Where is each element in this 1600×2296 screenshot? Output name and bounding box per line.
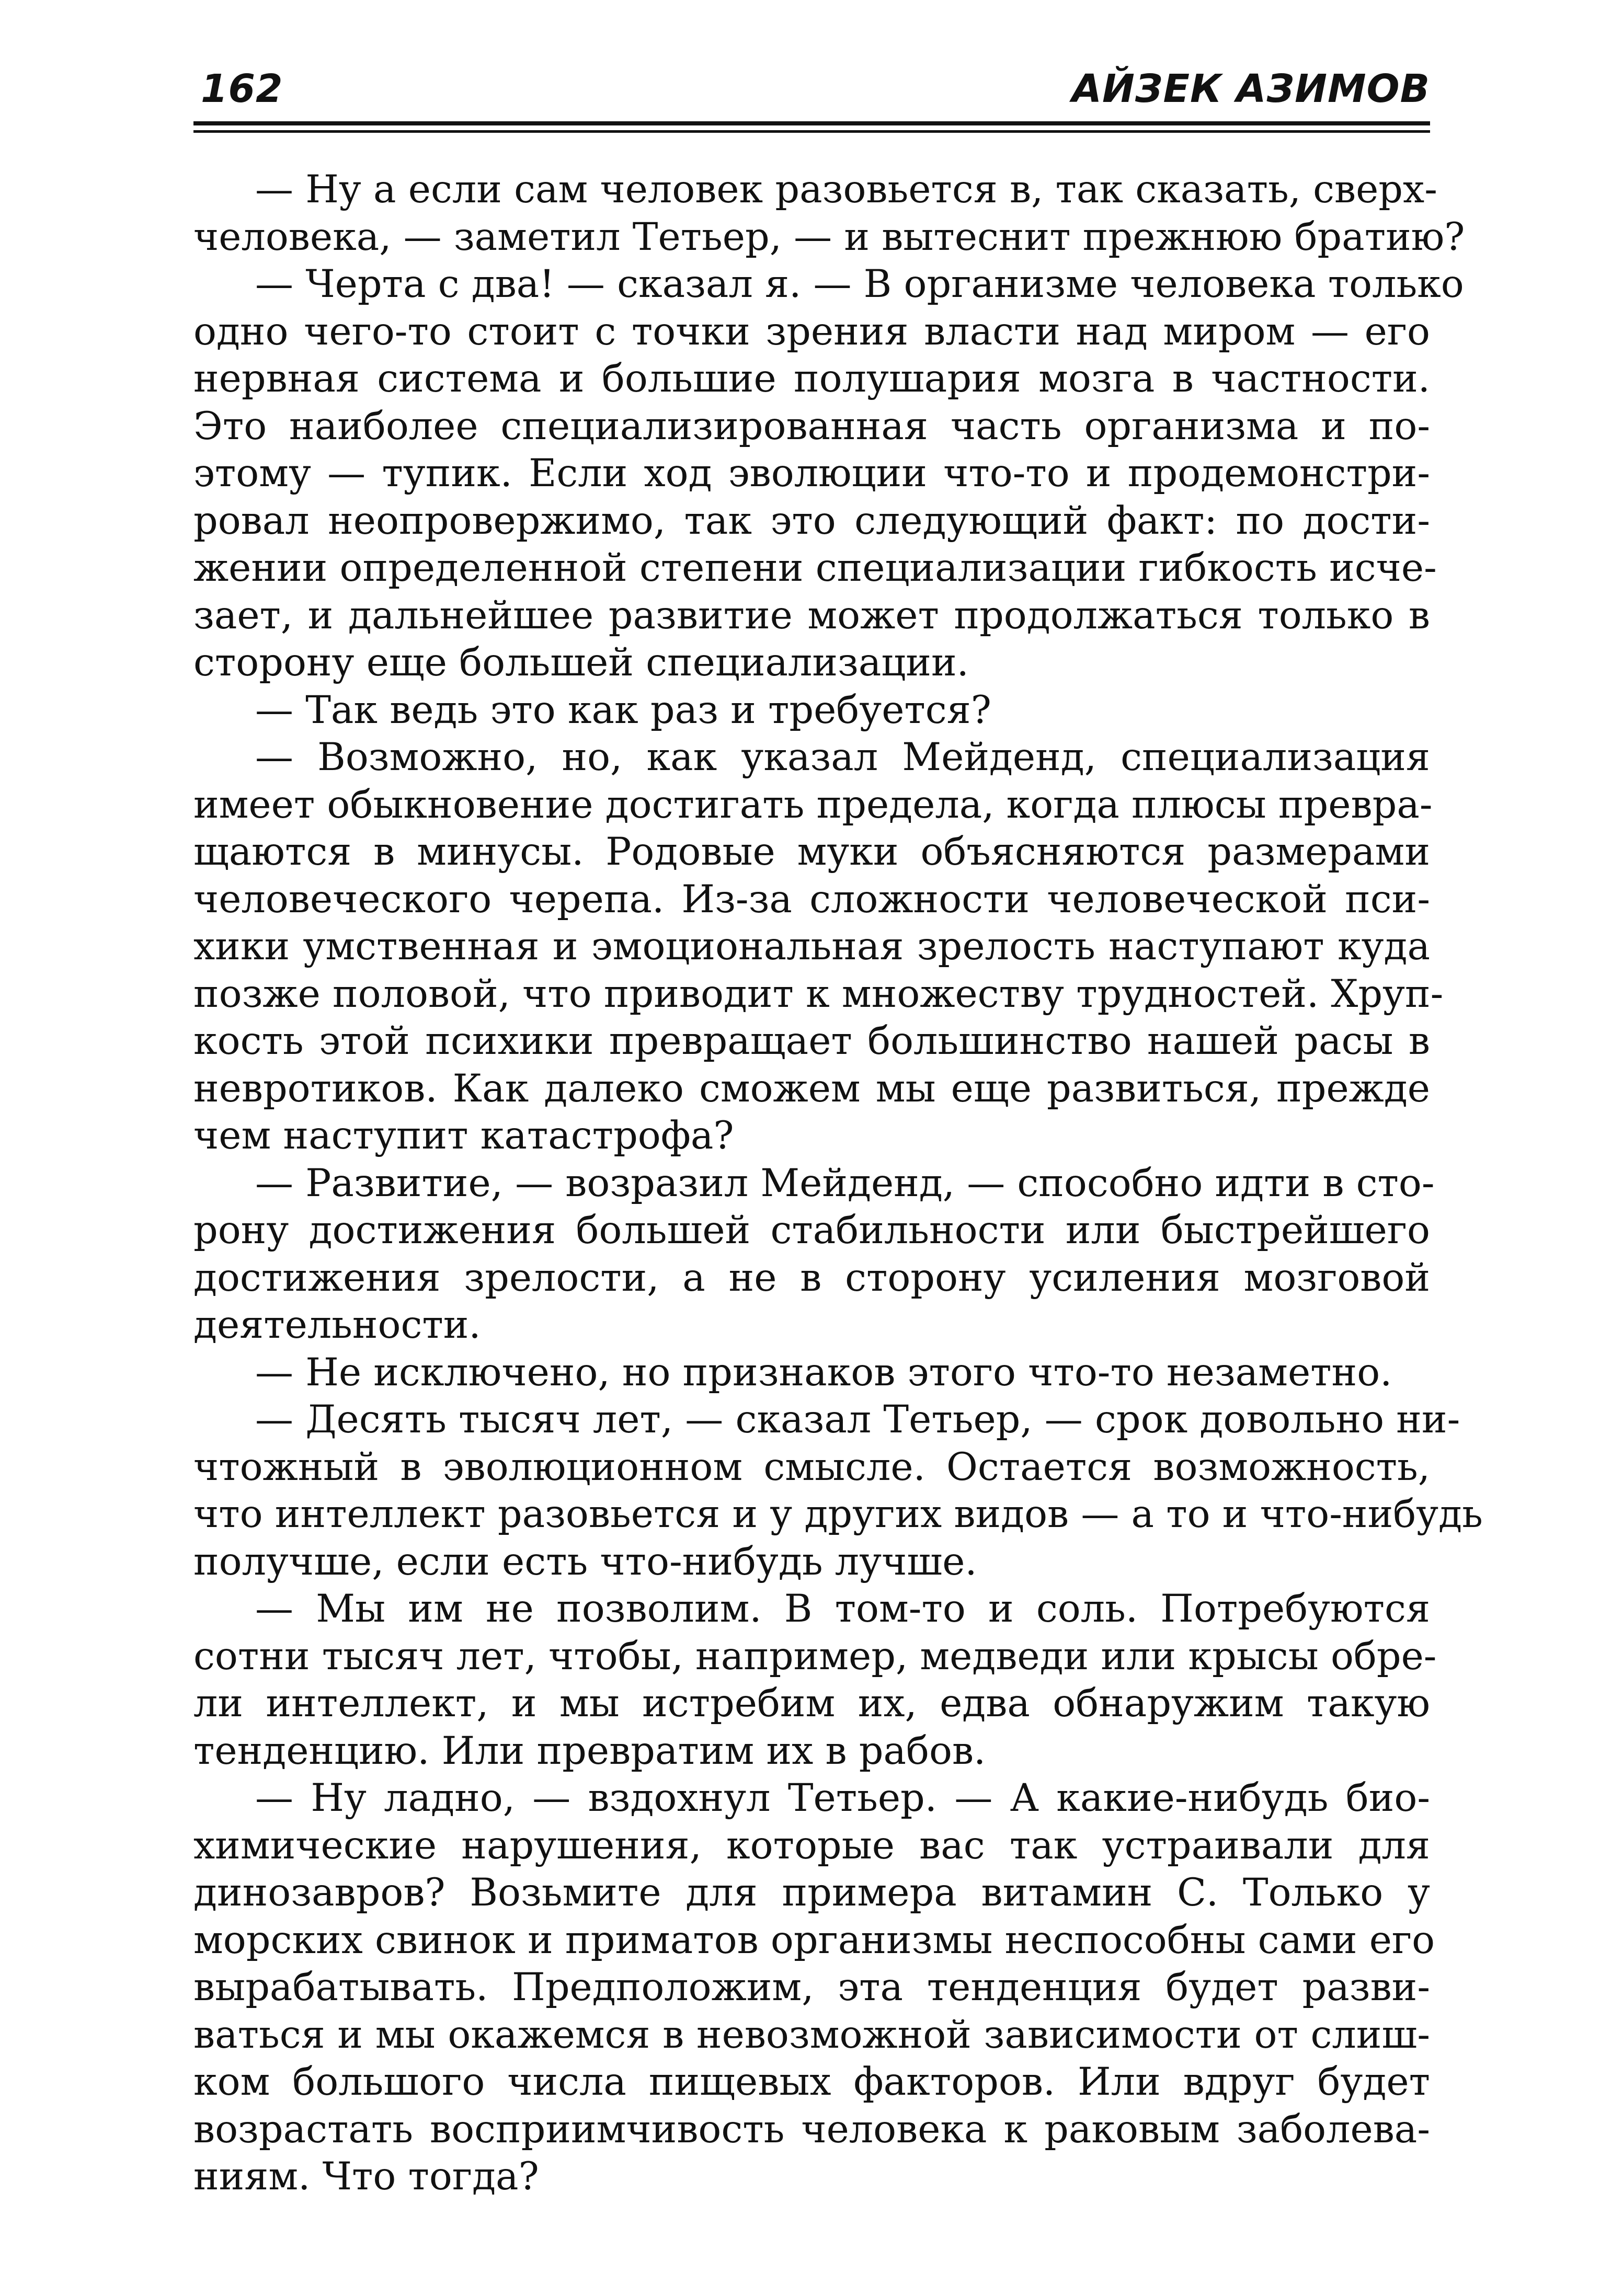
text-line: получше, если есть что-нибудь лучше. (193, 1539, 977, 1584)
text-line: нервная система и большие полушария мозга в частности. (193, 357, 1430, 401)
text-line: чем наступит катастрофа? (193, 1113, 734, 1158)
body-text (193, 166, 1483, 2199)
text-line: ком большого числа пищевых факторов. Или вдруг будет (193, 2060, 1430, 2104)
text-line: этому — тупик. Если ход эволюции что-то и продемонстри- (193, 451, 1430, 496)
text-line: сотни тысяч лет, чтобы, например, медведи или крысы обре- (193, 1634, 1437, 1679)
text-line: ровал неопровержимо, так это следующий факт: по дости- (193, 498, 1430, 543)
text-line: вырабатывать. Предположим, эта тенденция будет разви- (193, 1965, 1430, 2010)
text-line: позже половой, что приводит к множеству трудностей. Хруп- (193, 971, 1444, 1016)
text-line: щаются в минусы. Родовые муки объясняются размерами (193, 830, 1430, 874)
running-title: АЙЗЕК АЗИМОВ (1071, 66, 1430, 111)
page-number: 162 (201, 66, 283, 111)
text-line: — Ну а если сам человек разовьется в, так сказать, сверх- (255, 167, 1437, 212)
text-line: морских свинок и приматов организмы неспособны сами его (193, 1918, 1435, 1962)
text-line: ваться и мы окажемся в невозможной зависимости от слиш- (193, 2012, 1430, 2057)
text-line: сторону еще большей специализации. (193, 640, 969, 685)
header-rule-thin (193, 130, 1430, 133)
text-line: имеет обыкновение достигать предела, когда плюсы превра- (193, 782, 1433, 827)
text-line: одно чего-то стоит с точки зрения власти над миром — его (193, 309, 1430, 354)
text-line: Это наиболее специализированная часть организма и по- (193, 404, 1430, 449)
text-line: чтожный в эволюционном смысле. Остается возможность, (193, 1444, 1430, 1489)
text-line: жении определенной степени специализации гибкость исче- (193, 546, 1437, 590)
text-line: возрастать восприимчивость человека к раковым заболева- (193, 2107, 1430, 2152)
text-line: зает, и дальнейшее развитие может продолжаться только в (193, 593, 1430, 638)
text-line: человека, — заметил Тетьер, — и вытеснит прежнюю братию? (193, 214, 1465, 259)
text-line: — Мы им не позволим. В том-то и соль. Потребуются (255, 1587, 1430, 1631)
text-line: кость этой психики превращает большинство нашей расы в (193, 1019, 1430, 1063)
header-rule-thick (193, 121, 1430, 125)
text-line: — Десять тысяч лет, — сказал Тетьер, — срок довольно ни- (255, 1397, 1460, 1442)
text-line: рону достижения большей стабильности или быстрейшего (193, 1208, 1430, 1253)
text-line: — Не исключено, но признаков этого что-то незаметно. (255, 1350, 1392, 1395)
text-line: хики умственная и эмоциональная зрелость наступают куда (193, 924, 1430, 969)
text-line: динозавров? Возьмите для примера витамин С. Только у (193, 1870, 1430, 1915)
text-line: химические нарушения, которые вас так устраивали для (193, 1823, 1430, 1868)
text-line: тенденцию. Или превратим их в рабов. (193, 1728, 986, 1773)
text-line: — Черта с два! — сказал я. — В организме человека только (255, 262, 1464, 306)
text-line: ли интеллект, и мы истребим их, едва обнаружим такую (193, 1681, 1430, 1726)
text-line: деятельности. (193, 1303, 481, 1347)
text-line: достижения зрелости, а не в сторону усиления мозговой (193, 1255, 1430, 1300)
text-line: — Ну ладно, — вздохнул Тетьер. — А какие-нибудь био- (255, 1776, 1430, 1820)
text-line: ниям. Что тогда? (193, 2154, 539, 2199)
text-line: — Развитие, — возразил Мейденд, — способно идти в сто- (255, 1161, 1435, 1206)
text-line: что интеллект разовьется и у других видов — а то и что-нибудь (193, 1492, 1483, 1536)
text-line: — Возможно, но, как указал Мейденд, специализация (255, 735, 1430, 779)
running-head (193, 63, 1430, 120)
text-line: человеческого черепа. Из-за сложности человеческой пси- (193, 877, 1430, 922)
text-line: невротиков. Как далеко сможем мы еще развиться, прежде (193, 1066, 1430, 1111)
header-rule (193, 121, 1430, 136)
text-line: — Так ведь это как раз и требуется? (255, 687, 991, 732)
